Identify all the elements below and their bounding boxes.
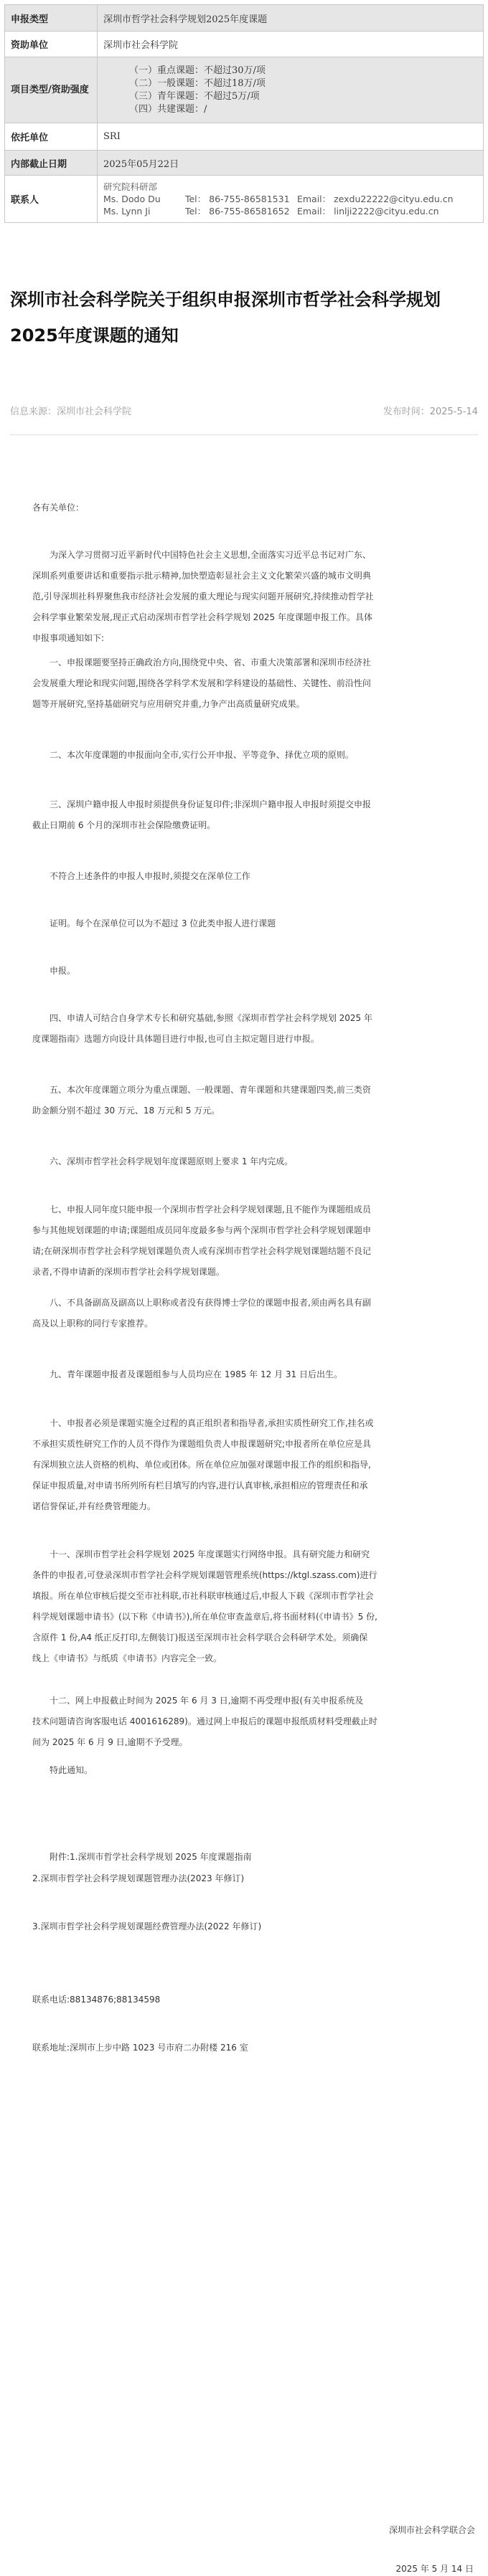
paragraph-line: 2.深圳市哲学社会科学规划课题管理办法(2023 年修订)	[32, 1873, 245, 1883]
article-paragraph	[32, 1080, 371, 1121]
paragraph-line: 录者,不得申请新的深圳市哲学社会科学规划课题。	[32, 1267, 225, 1277]
paragraph-line: 度课题指南》选题方向设计具体题目进行申报,也可自主拟定题目进行申报。	[32, 1034, 319, 1044]
row-label: 内部截止日期	[5, 151, 98, 176]
paragraph-line: 九、青年课题申报者及课题组参与人员均应在 1985 年 12 月 31 日后出生。	[50, 1369, 342, 1379]
category-general: （二）一般课题：不超过18万/项	[129, 77, 266, 89]
paragraph-line: 七、申报人同年度只能申报一个深圳市哲学社会科学规划课题,且不能作为课题组成员	[50, 1204, 371, 1215]
article-paragraph	[32, 866, 250, 887]
article-publish-date: 发布时间：2025-5-14	[383, 407, 478, 417]
paragraph-line: 证明。每个在深单位可以为不超过 3 位此类申报人进行课题	[50, 918, 276, 928]
paragraph-line: 附件:1.深圳市哲学社会科学规划 2025 年度课题指南	[50, 1852, 252, 1862]
article-paragraph	[32, 498, 84, 518]
row-value: SRI	[98, 123, 484, 151]
article-paragraph	[32, 1760, 93, 1781]
paragraph-line: 范,引导深圳社科界聚焦我市经济社会发展的重大理论与现实问题开展研究,持续推动哲学社	[32, 591, 374, 602]
paragraph-line: 保证申报质量,对申请书所列所有栏目填写的内容,进行认真审核,承担相应的管理责任和承	[32, 1481, 368, 1491]
article-paragraph	[32, 1151, 293, 1172]
article-paragraph	[32, 913, 276, 934]
category-youth: （三）青年课题：不超过5万/项	[129, 90, 260, 102]
article-source: 信息来源：深圳市社会科学院	[10, 407, 132, 417]
paragraph-line: 间为 2025 年 6 月 9 日,逾期不予受理。	[32, 1737, 188, 1747]
paragraph-line: 不符合上述条件的申报人申报时,须提交在深单位工作	[50, 871, 250, 881]
article-paragraph	[32, 1364, 342, 1385]
paragraph-line: 十、申报者必须是课题实施全过程的真正组织者和指导者,承担实质性研究工作,挂名或	[50, 1418, 374, 1428]
paragraph-line: 二、本次年度课题的申报面向全市,实行公开申报、平等竞争、择优立项的原则。	[50, 750, 354, 760]
row-label: 项目类型/资助强度	[5, 57, 98, 123]
paragraph-line: 申报。	[50, 966, 76, 976]
article-paragraph	[32, 961, 75, 982]
paragraph-line: 不承担实质性研究工作的人员不得作为课题组负责人申报课题研究;申报者所在单位应是具	[32, 1439, 372, 1449]
contact-person	[103, 193, 477, 205]
contact-name: Ms. Dodo Du	[103, 194, 161, 204]
paragraph-line: 请;在研深圳市哲学社会科学规划课题负责人或有深圳市哲学社会科学规划课题结题不良记	[32, 1246, 372, 1256]
row-categories	[5, 57, 484, 123]
paragraph-line: 五、本次年度课题立项分为重点课题、一般课题、青年课题和共建课题四类,前三类资	[50, 1085, 371, 1095]
paragraph-line: 题等开展研究,坚持基础研究与应用研究并重,力争产出高质量研究成果。	[32, 699, 305, 709]
paragraph-line: 填报。所在单位审核后提交至市社科联,市社科联审核通过后,申报人下载《深圳市哲学社会	[32, 1591, 374, 1601]
row-host	[5, 123, 484, 151]
paragraph-line: 有深圳独立法人资格的机构、单位或团体。所在单位应加强对课题申报工作的组织和指导,	[32, 1460, 371, 1470]
article-paragraph	[32, 1868, 244, 1889]
article-paragraph	[32, 1990, 160, 2010]
paragraph-line: 高及以上职称的同行专家推荐。	[32, 1318, 154, 1329]
paragraph-line: 诺信誉保证,并有经费管理能力。	[32, 1501, 156, 1511]
paragraph-line: 条件的申报者,可登录深圳市哲学社会科学规划课题管理系统(https://ktgl.szass.com)进行	[32, 1570, 377, 1580]
paragraph-line: 为深入学习贯彻习近平新时代中国特色社会主义思想,全面落实习近平总书记对广东、	[50, 550, 371, 560]
category-list	[98, 57, 484, 123]
paragraph-line: 深圳系列重要讲话和重要指示批示精神,加快塑造彰显社会主义文化繁荣兴盛的城市文明典	[32, 571, 371, 581]
article-paragraph	[32, 1293, 371, 1334]
article-paragraph	[32, 545, 374, 649]
signature-org: 深圳市社会科学联合会	[388, 2525, 475, 2535]
paragraph-line: 三、深圳户籍申报人申报时须提供身份证复印件;非深圳户籍申报人申报时须提交申报	[50, 799, 372, 809]
article-paragraph	[32, 652, 371, 715]
row-label: 申报类型	[5, 5, 98, 32]
paragraph-line: 线上《申请书》与纸质《申请书》内容完全一致。	[32, 1653, 222, 1663]
paragraph-line: 会科学事业繁荣发展,现正式启动深圳市哲学社会科学规划 2025 年度课题申报工作。具体	[32, 612, 372, 622]
row-label: 资助单位	[5, 32, 98, 57]
contact-block	[98, 176, 484, 223]
row-type	[5, 5, 484, 32]
article-paragraph	[32, 794, 371, 836]
paragraph-line: 十二、网上申报截止时间为 2025 年 6 月 3 日,逾期不再受理申报(有关申报系统及	[50, 1696, 364, 1706]
paragraph-line: 会发展重大理论和现实问题,围绕各学科学术发展和学科建设的基础性、关键性、前沿性问	[32, 678, 371, 688]
paragraph-line: 八、不具备副高及副高以上职称或者没有获得博士学位的课题申报者,须由两名具有副	[50, 1298, 371, 1308]
article-title-line-2: 2025年度课题的通知	[10, 325, 179, 346]
article-paragraph	[32, 2038, 248, 2058]
paragraph-line: 参与其他规划课题的申请;课题组成员同年度最多参与两个深圳市哲学社会科学规划课题申	[32, 1225, 372, 1235]
article-paragraph	[32, 1691, 377, 1753]
paragraph-line: 各有关单位：	[32, 503, 85, 513]
paragraph-line: 一、申报课题要坚持正确政治方向,围绕党中央、省、市重大决策部署和深圳市经济社	[50, 657, 371, 667]
article-title	[10, 282, 478, 353]
article-paragraph	[32, 1413, 374, 1517]
article-paragraph	[32, 1199, 371, 1283]
signature-date: 2025 年 5 月 14 日	[395, 2564, 474, 2574]
paragraph-line: 四、申请人可结合自身学术专长和研究基础,参照《深圳市哲学社会科学规划 2025 年	[50, 1013, 372, 1023]
contact-email[interactable]: Email： linlji2222@cityu.edu.cn	[296, 206, 439, 217]
contact-dept: 研究院科研部	[103, 181, 158, 192]
paragraph-line: 3.深圳市哲学社会科学规划课题经费管理办法(2022 年修订)	[32, 1921, 262, 1931]
row-value: 2025年05月22日	[98, 151, 484, 176]
divider	[10, 434, 478, 435]
row-value: 深圳市哲学社会科学规划2025年度课题	[98, 5, 484, 32]
paragraph-line: 技术问题请咨询客服电话 4001616289)。通过网上申报后的课题申报纸质材料受理截止时	[32, 1716, 377, 1726]
contact-tel: Tel： 86-755-86581652	[184, 206, 290, 217]
row-label: 依托单位	[5, 123, 98, 151]
paragraph-line: 助金额分别不超过 30 万元、18 万元和 5 万元。	[32, 1106, 220, 1116]
article-paragraph	[32, 1916, 261, 1937]
article-paragraph	[32, 1008, 372, 1050]
paragraph-line: 六、深圳市哲学社会科学规划年度课题原则上要求 1 年内完成。	[50, 1156, 294, 1166]
contact-person	[103, 205, 477, 217]
paragraph-line: 特此通知。	[50, 1765, 93, 1775]
paragraph-line: 联系地址:深圳市上步中路 1023 号市府二办附楼 216 室	[32, 2043, 248, 2053]
row-contacts	[5, 176, 484, 223]
project-info-table	[4, 4, 484, 223]
contact-email[interactable]: Email： zexdu22222@cityu.edu.cn	[296, 194, 454, 204]
article-paragraph	[32, 1544, 377, 1669]
article-paragraph	[32, 1847, 252, 1868]
paragraph-line: 联系电话:88134876;88134598	[32, 1995, 161, 2005]
contact-name: Ms. Lynn Ji	[103, 206, 151, 217]
article-title-line-1: 深圳市社会科学院关于组织申报深圳市哲学社会科学规划	[10, 290, 441, 310]
article-paragraph	[32, 745, 354, 766]
row-label: 联系人	[5, 176, 98, 223]
paragraph-line: 含原件 1 份,A4 纸正反打印,左侧装订)报送至深圳市社会科学联合会科研学术处。须确保	[32, 1632, 368, 1643]
category-key: （一）重点课题：不超过30万/项	[129, 65, 266, 76]
paragraph-line: 科学规划课题申请书》(以下称《申请书》),所在单位审查盖章后,将书面材料(《申请书》5 份,	[32, 1612, 377, 1622]
row-value: 深圳市社会科学院	[98, 32, 484, 57]
contact-tel: Tel： 86-755-86581531	[184, 194, 290, 204]
paragraph-line: 十一、深圳市哲学社会科学规划 2025 年度课题实行网络申报。具有研究能力和研究	[50, 1549, 370, 1559]
paragraph-line: 申报事项通知如下:	[32, 633, 105, 643]
paragraph-line: 截止日期前 6 个月的深圳市社会保险缴费证明。	[32, 820, 216, 830]
row-funder	[5, 32, 484, 57]
row-deadline	[5, 151, 484, 176]
category-joint: （四）共建课题：/	[129, 103, 207, 115]
